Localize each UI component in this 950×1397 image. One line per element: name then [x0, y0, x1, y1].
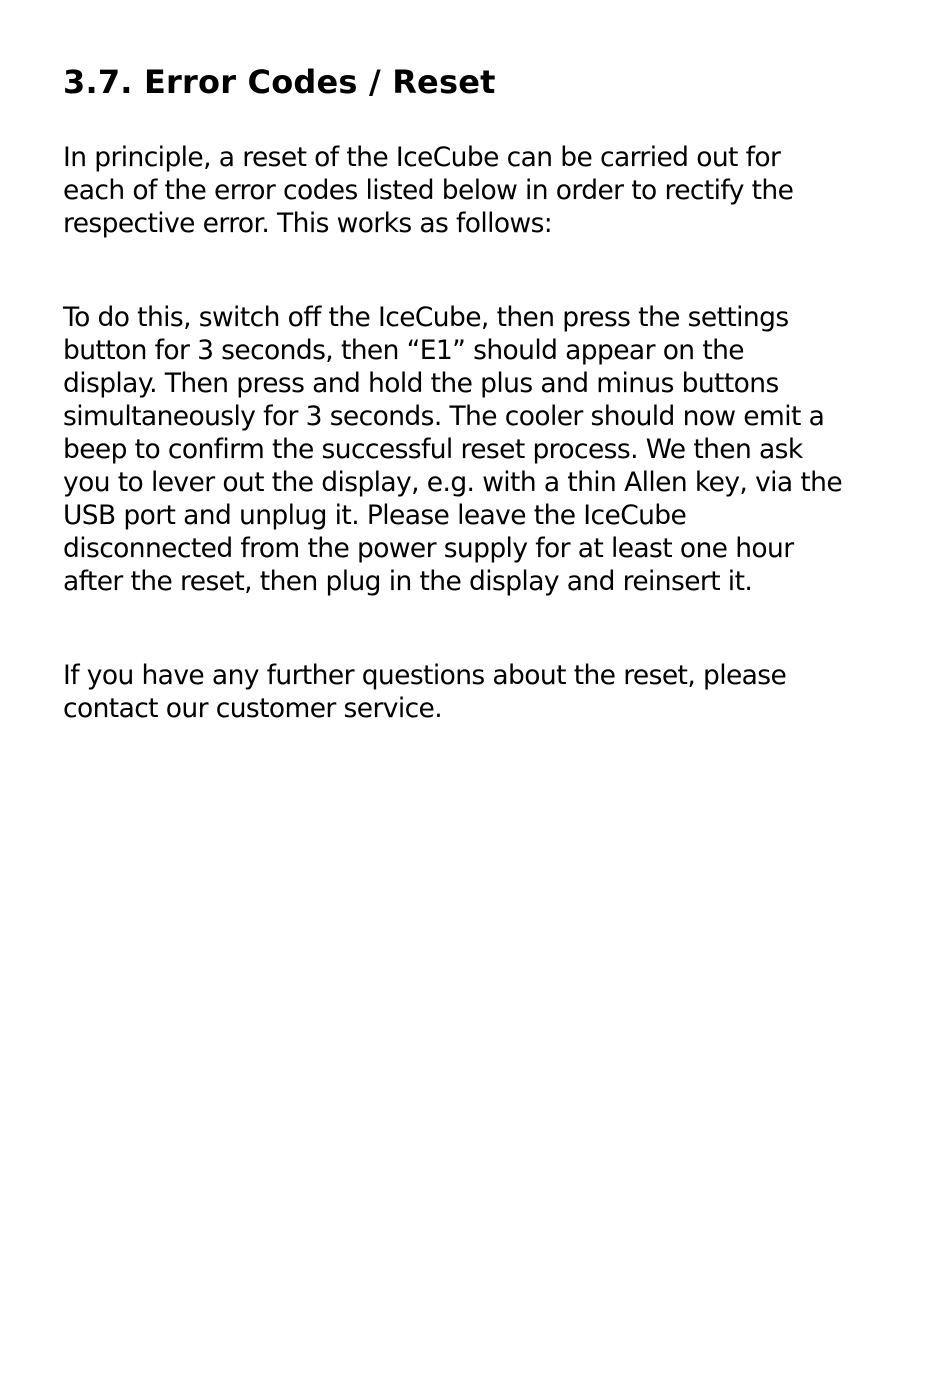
paragraph-line: each of the error codes listed below in order to rectify the: [63, 175, 794, 206]
paragraph-line: after the reset, then plug in the display and reinsert it.: [63, 566, 753, 597]
paragraph-line: disconnected from the power supply for at least one hour: [63, 533, 794, 564]
reset-instructions-paragraph: [63, 301, 893, 598]
intro-paragraph: [63, 141, 893, 240]
paragraph-line: To do this, switch off the IceCube, then press the settings: [63, 302, 789, 333]
paragraph-line: display. Then press and hold the plus and minus buttons: [63, 368, 779, 399]
paragraph-line: beep to confirm the successful reset process. We then ask: [63, 434, 803, 465]
paragraph-line: In principle, a reset of the IceCube can be carried out for: [63, 142, 781, 173]
paragraph-line: contact our customer service.: [63, 693, 443, 724]
contact-paragraph: [63, 659, 893, 725]
section-heading: 3.7. Error Codes / Reset: [63, 63, 496, 101]
paragraph-line: USB port and unplug it. Please leave the IceCube: [63, 500, 687, 531]
paragraph-line: button for 3 seconds, then “E1” should appear on the: [63, 335, 745, 366]
paragraph-line: If you have any further questions about the reset, please: [63, 660, 787, 691]
paragraph-line: simultaneously for 3 seconds. The cooler should now emit a: [63, 401, 825, 432]
paragraph-line: respective error. This works as follows:: [63, 208, 553, 239]
paragraph-line: you to lever out the display, e.g. with a thin Allen key, via the: [63, 467, 843, 498]
